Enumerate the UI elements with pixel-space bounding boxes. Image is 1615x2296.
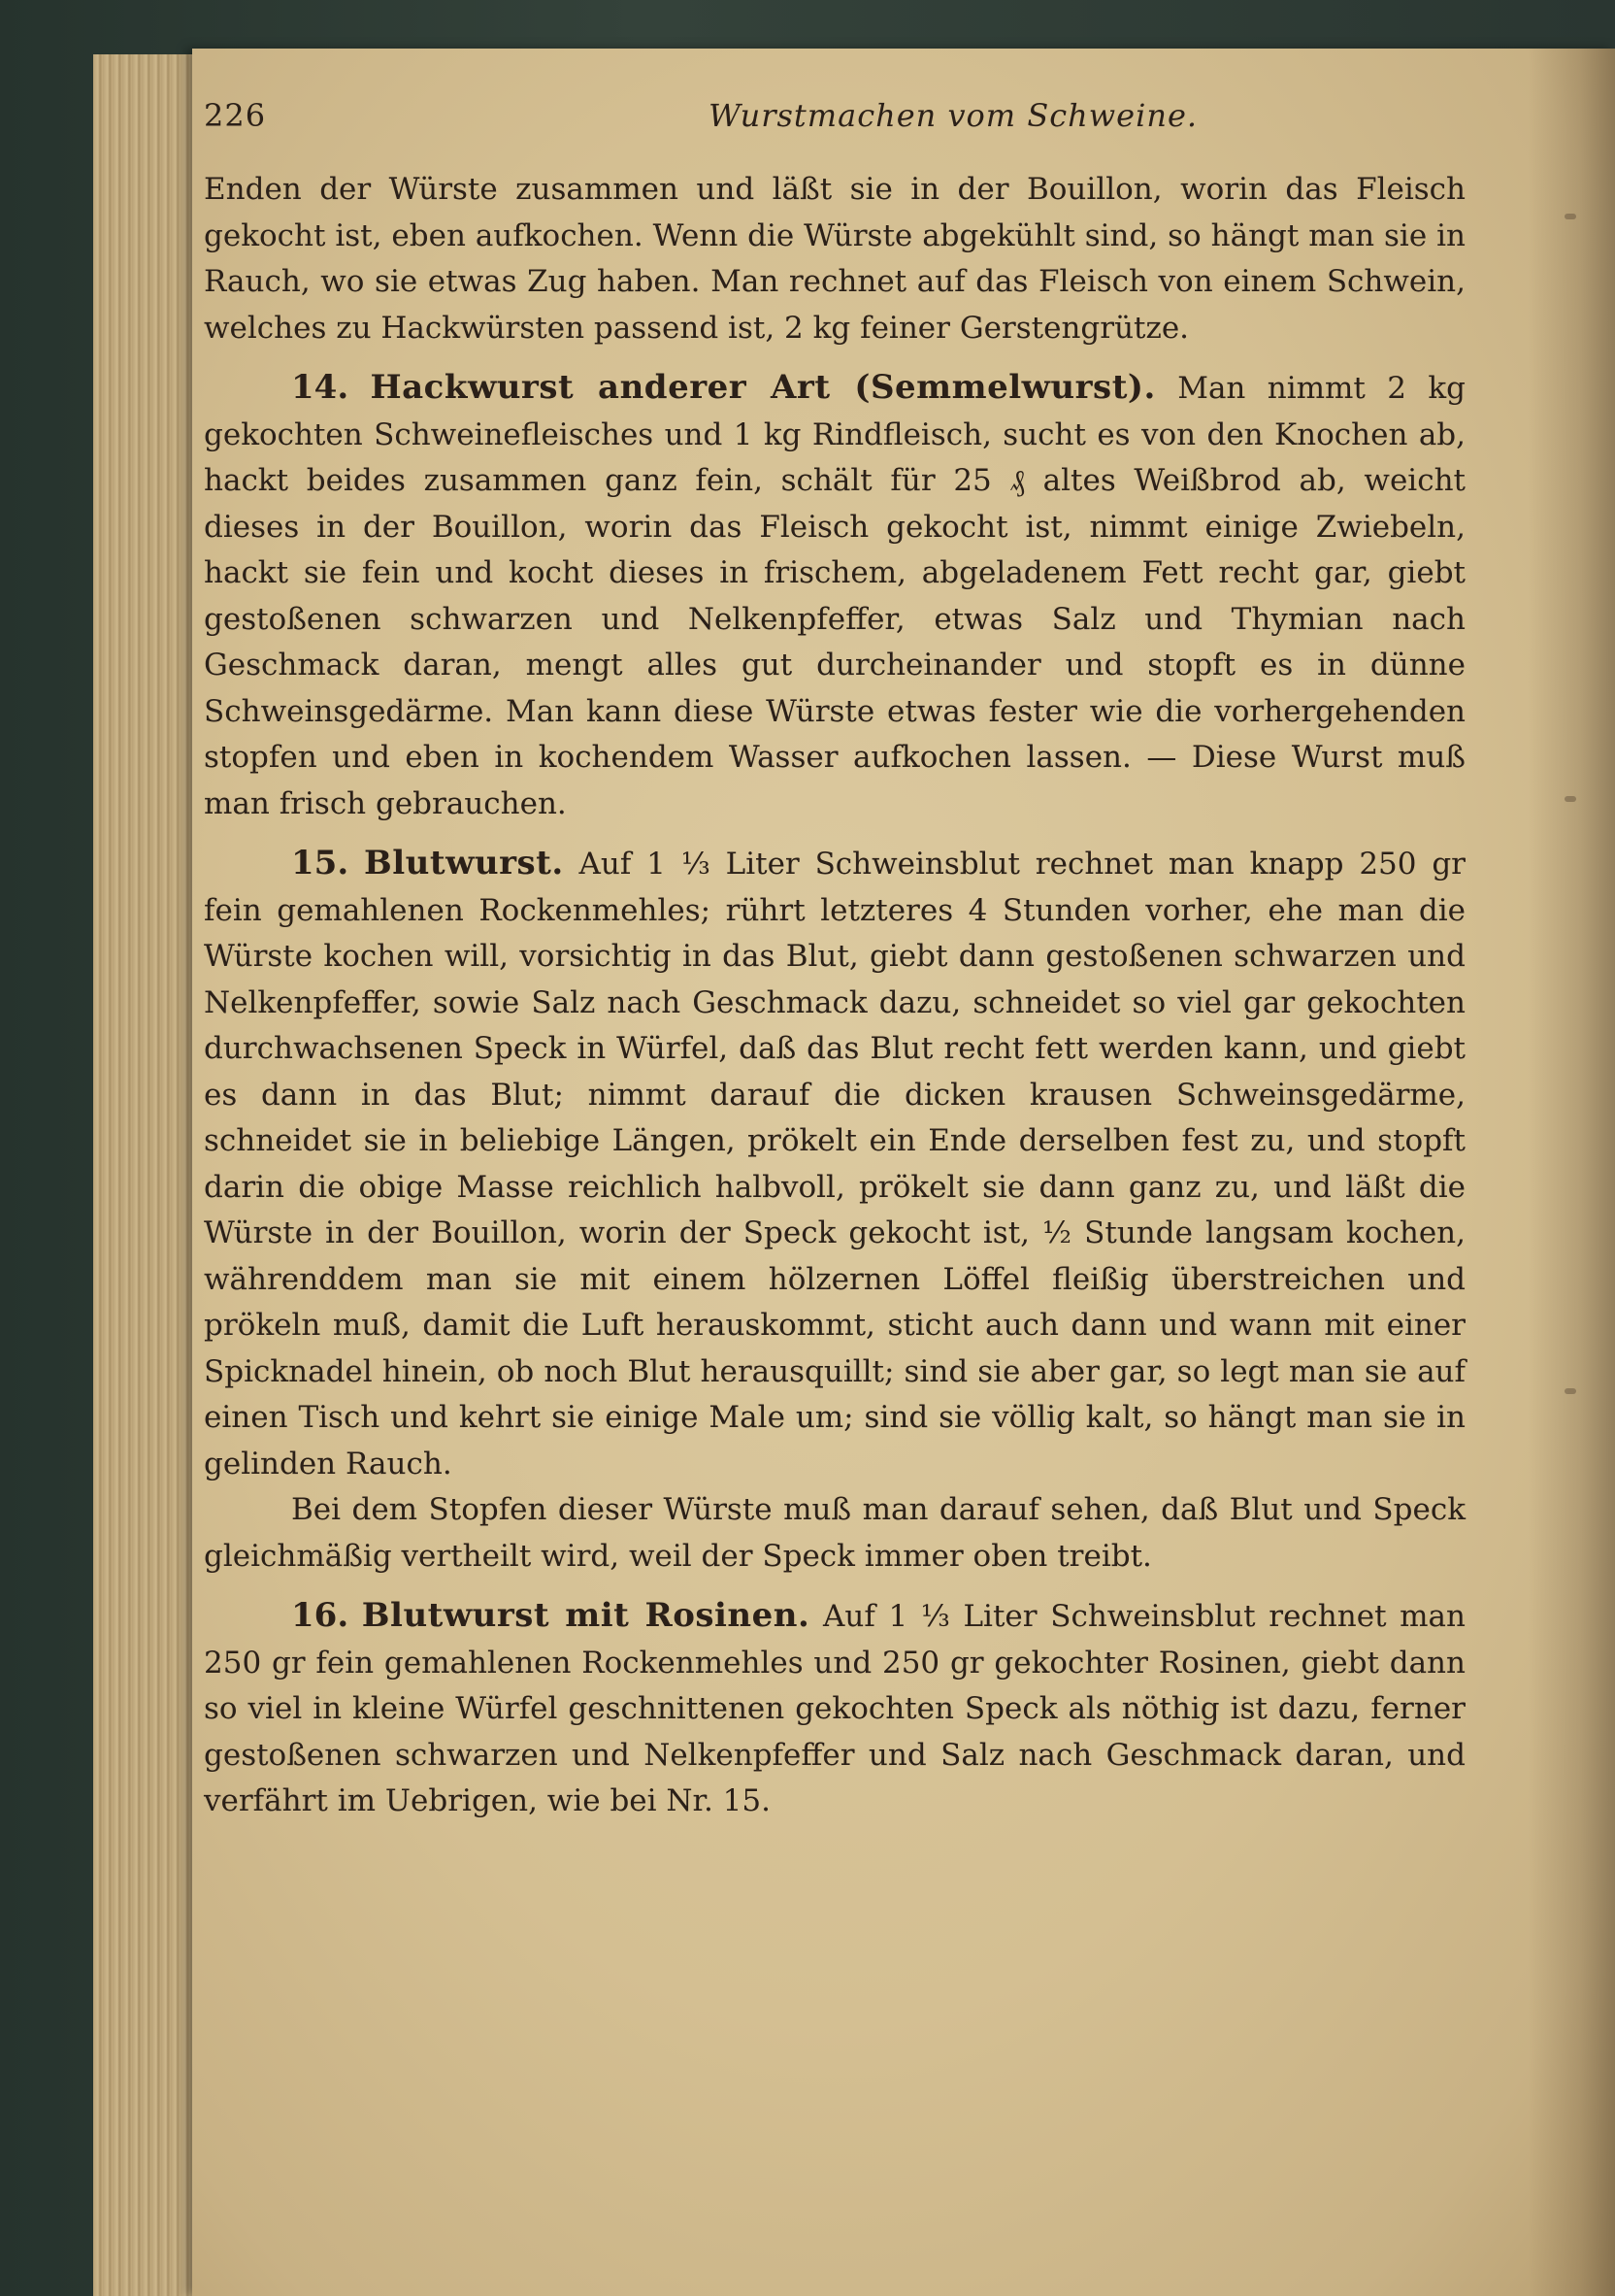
- intro-paragraph: Enden der Würste zusammen und läßt sie in der Bouillon, worin das Fleisch gekocht ist, eben aufkochen. Wenn die Würste abgekühlt sind, so hängt man sie in Rauch, wo sie etwas Zug haben. Man rechnet auf das Fleisch von einem Schwein, welches zu Hackwürsten passend ist, 2 kg feiner Gerstengrütze.: [204, 172, 1466, 346]
- margin-mark: [1565, 1388, 1576, 1394]
- page-content: [204, 97, 1466, 1825]
- running-title: Wurstmachen vom Schweine.: [709, 97, 1199, 134]
- section-14: [204, 365, 1466, 827]
- section-title: Blutwurst.: [364, 844, 564, 882]
- section-text: Auf 1 ⅓ Liter Schweinsblut rechnet man knapp 250 gr fein gemahlenen Rockenmehles; rührt letzteres 4 Stunden vorher, ehe man die Würste kochen will, vorsichtig in das Blut, giebt dann gestoßenen schwarzen und Nelkenpfeffer, sowie Salz nach Geschmack dazu, schneidet so viel gar gekochten durchwachsenen Speck in Würfel, daß das Blut recht fett werden kann, und giebt es dann in das Blut; nimmt darauf die dicken krausen Schweinsgedärme, schneidet sie in beliebige Längen, prökelt ein Ende derselben fest zu, und stopft darin die obige Masse reichlich halbvoll, prökelt sie dann ganz zu, und läßt die Würste in der Bouillon, worin der Speck gekocht ist, ½ Stunde langsam kochen, währenddem man sie mit einem hölzernen Löffel fleißig überstreichen und prökeln muß, damit die Luft herauskommt, sticht auch dann und wann mit einer Spicknadel hinein, ob noch Blut herausquillt; sind sie aber gar, so legt man sie auf einen Tisch und kehrt sie einige Male um; sind sie völlig kalt, so hängt man sie in gelinden Rauch.: [204, 847, 1466, 1481]
- margin-mark: [1565, 796, 1576, 802]
- section-text: Man nimmt 2 kg gekochten Schweinefleisches und 1 kg Rindfleisch, sucht es von den Knochen ab, hackt beides zusammen ganz fein, schält für 25 ₰ altes Weißbrod ab, weicht dieses in der Bouillon, worin das Fleisch gekocht ist, nimmt einige Zwiebeln, hackt sie fein und kocht dieses in frischem, abgeladenem Fett recht gar, giebt gestoßenen schwarzen und Nelkenpfeffer, etwas Salz und Thymian nach Geschmack daran, mengt alles gut durcheinander und stopft es in dünne Schweinsgedärme. Man kann diese Würste etwas fester wie die vorhergehenden stopfen und eben in kochendem Wasser aufkochen lassen. — Diese Wurst muß man frisch gebrauchen.: [204, 371, 1466, 821]
- page-number: 226: [204, 97, 267, 134]
- margin-mark: [1565, 214, 1576, 219]
- section-15-note: Bei dem Stopfen dieser Würste muß man darauf sehen, daß Blut und Speck gleichmäßig vertheilt wird, weil der Speck immer oben treibt.: [204, 1492, 1466, 1574]
- section-text: Auf 1 ⅓ Liter Schweinsblut rechnet man 250 gr fein gemahlenen Rockenmehles und 250 gr gekochter Rosinen, giebt dann so viel in kleine Würfel geschnittenen gekochten Speck als nöthig ist dazu, ferner gestoßenen schwarzen und Nelkenpfeffer und Salz nach Geschmack daran, und verfährt im Uebrigen, wie bei Nr. 15.: [204, 1599, 1466, 1818]
- section-title: Blutwurst mit Rosinen.: [361, 1596, 810, 1635]
- section-15: [204, 841, 1466, 1487]
- running-head: [204, 97, 1466, 155]
- section-title: Hackwurst anderer Art (Semmelwurst).: [370, 368, 1156, 407]
- section-16: [204, 1593, 1466, 1825]
- section-number: 16.: [291, 1596, 349, 1635]
- section-number: 14.: [291, 368, 349, 407]
- section-number: 15.: [291, 844, 349, 882]
- gutter-shadow: [1528, 49, 1615, 2296]
